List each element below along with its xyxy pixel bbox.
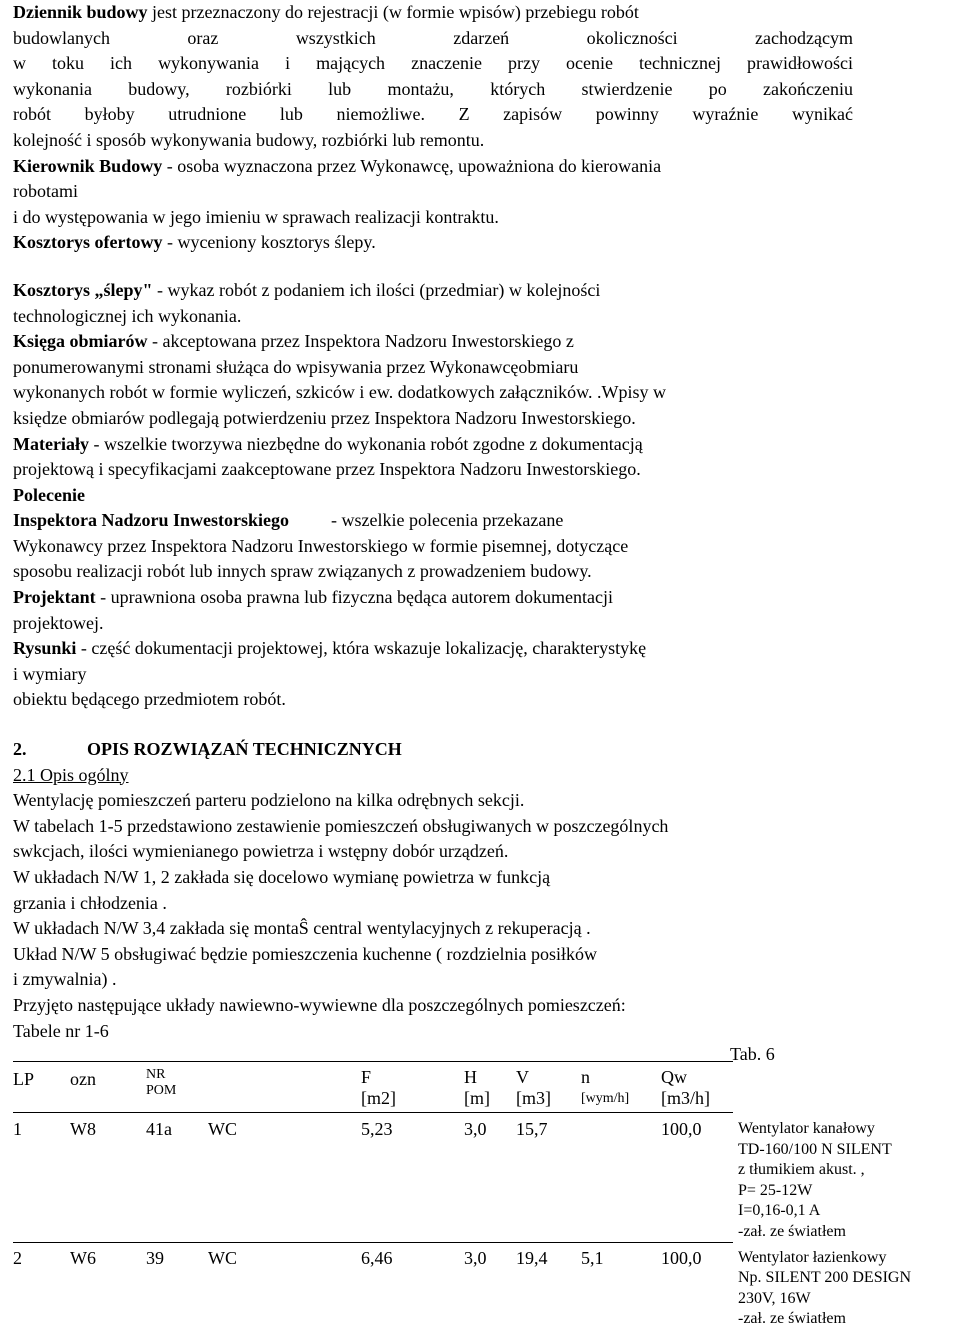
- subsection-heading: 2.1 Opis ogólny: [13, 764, 129, 785]
- term-kosztorys-ofertowy: Kosztorys ofertowy: [13, 232, 163, 253]
- section-heading: [13, 737, 853, 763]
- section-title: OPIS ROZWIĄZAŃ TECHNICZNYCH: [87, 739, 402, 760]
- header-h: H [m]: [464, 1067, 490, 1108]
- header-lp: LP: [13, 1069, 35, 1089]
- device-description: Wentylator łazienkowy Np. SILENT 200 DESIGN 230V, 16W -zał. ze światłem: [738, 1248, 912, 1328]
- term-materialy: Materiały: [13, 433, 89, 454]
- table-caption: Tab. 6: [730, 1044, 775, 1064]
- definition-kierownik-budowy: Kierownik Budowy - osoba wyznaczona przez Wykonawcę, upoważniona do kierowania robotami i do występowania w jego imieniu w sprawach realizacji kontraktu.: [13, 155, 662, 227]
- term-kosztorys-slepy: Kosztorys „ślepy": [13, 279, 153, 300]
- definition-polecenie: Polecenie Inspektora Nadzoru Inwestorskiego - wszelkie polecenia przekazane Wykonawcy przez Inspektora Nadzoru Inwestorskiego w formie pisemnej, dotyczące sposobu realizacji robót lub innych spraw związanych z prowadzeniem budowy.: [13, 484, 629, 582]
- header-f: F [m2]: [361, 1067, 396, 1108]
- header-n: n [wym/h]: [581, 1067, 630, 1106]
- definition-kosztorys-slepy: Kosztorys „ślepy" - wykaz robót z podaniem ich ilości (przedmiar) w kolejności technologicznej ich wykonania.: [13, 279, 601, 326]
- definition-projektant: Projektant - uprawniona osoba prawna lub fizyczna będąca autorem dokumentacji projektowej.: [13, 587, 613, 633]
- definition-kosztorys-ofertowy: Kosztorys ofertowy - wyceniony kosztorys ślepy.: [13, 232, 376, 253]
- header-ozn: ozn: [70, 1069, 96, 1089]
- document-page: [13, 0, 853, 1044]
- definition-ksiega-obmiarow: Księga obmiarów - akceptowana przez Inspektora Nadzoru Inwestorskiego z ponumerowanymi stronami służąca do wpisywania przez Wykonawcęobmiaru wykonanych robót w formie wyliczeń, szkiców i ew. dodatkowych załączników. .Wpisy w księdze obmiarów podlegają potwierdzeniu przez Inspektora Nadzoru Inwestorskiego.: [13, 331, 666, 428]
- definition-materialy: Materiały - wszelkie tworzywa niezbędne do wykonania robót zgodne z dokumentacją projektową i specyfikacjami zaakceptowane przez Inspektora Nadzoru Inwestorskiego.: [13, 433, 643, 480]
- term-inspektora: Inspektora Nadzoru Inwestorskiego: [13, 510, 290, 531]
- term-ksiega-obmiarow: Księga obmiarów: [13, 331, 148, 352]
- term-polecenie: Polecenie: [13, 484, 85, 505]
- term-rysunki: Rysunki: [13, 638, 77, 659]
- definition-dziennik-budowy: Dziennik budowy jest przeznaczony do rejestracji (w formie wpisów) przebiegu robót budowlanych oraz wszystkich zdarzeń okoliczności zachodzącym w toku ich wykonywania i mających znaczenie przy ocenie technicznej prawidłowości wykonania budowy, rozbiórki lub montażu, których stwierdzenie po zakończeniu robót byłoby utrudnione lub niemożliwe. Z zapisów powinny wyraźnie wynikać kolejność i sposób wykonywania budowy, rozbiórki lub remontu.: [13, 2, 853, 150]
- term-kierownik-budowy: Kierownik Budowy: [13, 155, 163, 176]
- term-dziennik-budowy: Dziennik budowy: [13, 2, 148, 22]
- header-nr-pom: NR POM: [146, 1067, 177, 1098]
- device-description: Wentylator kanałowy TD-160/100 N SILENT z tłumikiem akust. , P= 25-12W I=0,16-0,1 A -zał. ze światłem: [738, 1120, 892, 1240]
- header-qw: Qw [m3/h]: [661, 1067, 710, 1108]
- section-body: Wentylację pomieszczeń parteru podzielono na kilka odrębnych sekcji. W tabelach 1-5 przedstawiono zestawienie pomieszczeń obsługiwanych w poszczególnych swkcjach, ilości wymienianego powietrza i wstępny dobór urządzeń. W układach N/W 1, 2 zakłada się docelowo wymianę powietrza w funkcją grzania i chłodzenia . W układach N/W 3,4 zakłada się montaŜ central wentylacyjnych z rekuperacją . Układ N/W 5 obsługiwać będzie pomieszczenia kuchenne ( rozdzielnia posiłków i zmywalnia) . Przyjęto następujące układy nawiewno-wywiewne dla poszczególnych pomieszczeń: Tabele nr 1-6: [13, 790, 669, 1041]
- table-row: 1 W8 41a WC 5,23 3,0 15,7 100,0 Wentylator kanałowy TD-160/100 N SILENT z tłumikiem akust. , P= 25-12W I=0,16-0,1 A -zał. ze światłem: [13, 1112, 943, 1243]
- term-projektant: Projektant: [13, 587, 96, 608]
- table-header-row: [13, 1061, 943, 1112]
- section-number: 2.: [13, 739, 27, 760]
- table-row: 2 W6 39 WC 6,46 3,0 19,4 5,1 100,0 Wentylator łazienkowy Np. SILENT 200 DESIGN 230V, 16W -zał. ze światłem: [13, 1243, 943, 1330]
- header-v: V [m3]: [516, 1067, 551, 1108]
- ventilation-table: [13, 1061, 943, 1330]
- definition-rysunki: Rysunki - część dokumentacji projektowej, która wskazuje lokalizację, charakterystykę i wymiary obiektu będącego przedmiotem robót.: [13, 638, 647, 710]
